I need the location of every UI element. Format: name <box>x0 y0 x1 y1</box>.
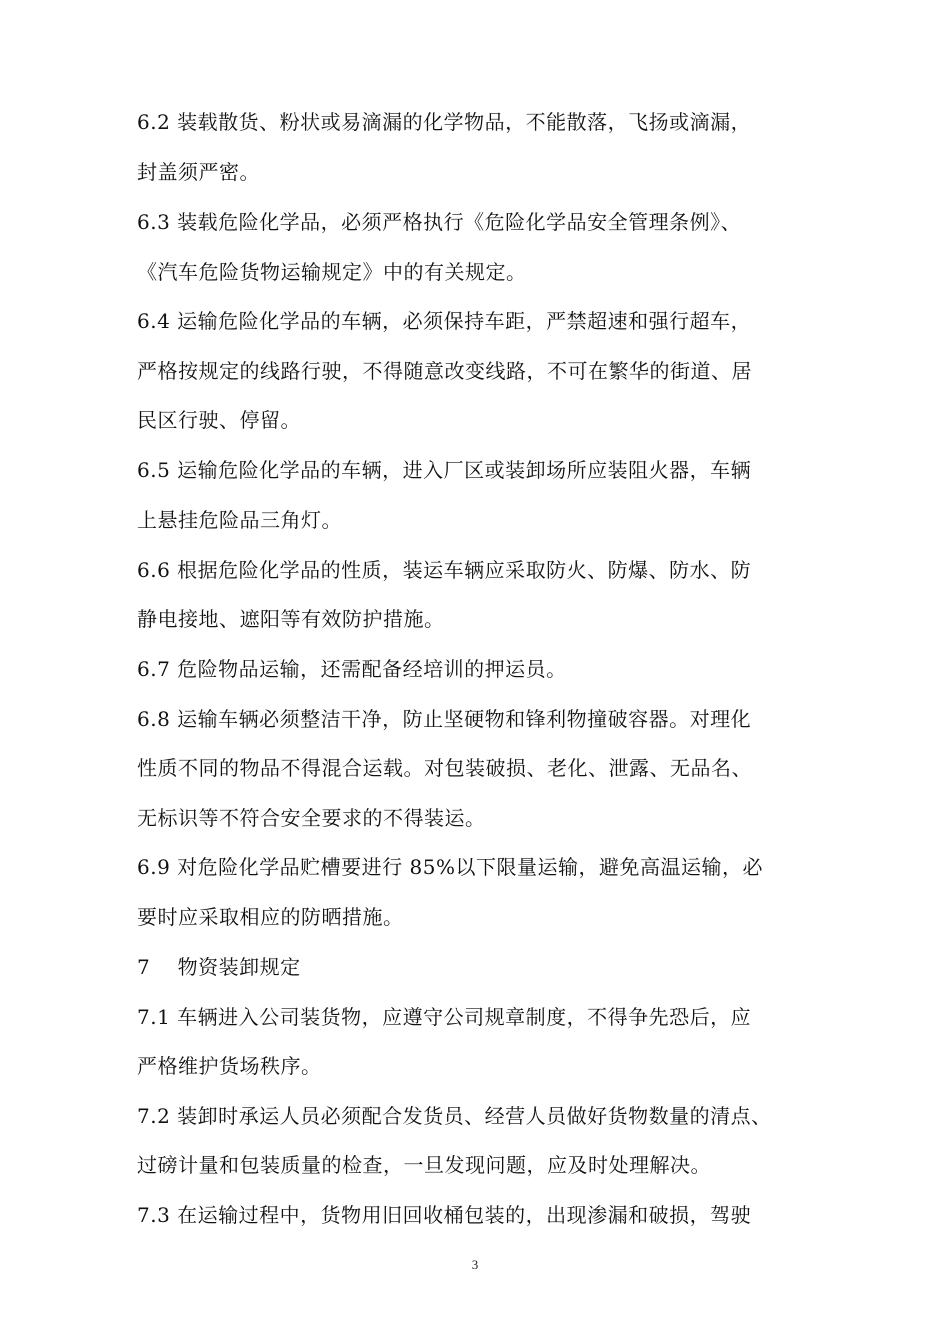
text-line: 6.4 运输危险化学品的车辆，必须保持车距，严禁超速和强行超车， <box>137 309 752 333</box>
text-line: 7.3 在运输过程中，货物用旧回收桶包装的，出现渗漏和破损，驾驶 <box>137 1203 752 1227</box>
text-line: 6.9 对危险化学品贮槽要进行 85%以下限量运输，避免高温运输，必 <box>137 855 763 879</box>
text-line: 7.1 车辆进入公司装货物，应遵守公司规章制度，不得争先恐后，应 <box>137 1005 752 1029</box>
text-line: 6.3 装载危险化学品，必须严格执行《危险化学品安全管理条例》、 <box>137 210 742 234</box>
text-line: 6.5 运输危险化学品的车辆，进入厂区或装卸场所应装阻火器，车辆 <box>137 458 752 482</box>
text-line: 无标识等不符合安全要求的不得装运。 <box>137 806 486 830</box>
text-line: 上悬挂危险品三角灯。 <box>137 508 342 532</box>
section-heading: 7 物资装卸规定 <box>137 955 301 979</box>
text-line: 性质不同的物品不得混合运载。对包装破损、老化、泄露、无品名、 <box>137 756 752 780</box>
text-line: 民区行驶、停留。 <box>137 408 301 432</box>
text-line: 6.6 根据危险化学品的性质，装运车辆应采取防火、防爆、防水、防 <box>137 558 752 582</box>
text-line: 严格按规定的线路行驶，不得随意改变线路，不可在繁华的街道、居 <box>137 359 752 383</box>
text-line: 6.2 装载散货、粉状或易滴漏的化学物品，不能散落，飞扬或滴漏， <box>137 110 752 134</box>
text-line: 《汽车危险货物运输规定》中的有关规定。 <box>137 260 527 284</box>
text-line: 封盖须严密。 <box>137 160 260 184</box>
text-line: 要时应采取相应的防晒措施。 <box>137 905 404 929</box>
text-line: 7.2 装卸时承运人员必须配合发货员、经营人员做好货物数量的清点、 <box>137 1104 772 1128</box>
text-line: 严格维护货场秩序。 <box>137 1054 322 1078</box>
page-number: 3 <box>471 1257 479 1272</box>
text-line: 静电接地、遮阳等有效防护措施。 <box>137 607 445 631</box>
text-line: 过磅计量和包装质量的检查，一旦发现问题，应及时处理解决。 <box>137 1153 711 1177</box>
text-line: 6.7 危险物品运输，还需配备经培训的押运员。 <box>137 657 567 681</box>
text-line: 6.8 运输车辆必须整洁干净，防止坚硬物和锋利物撞破容器。对理化 <box>137 707 752 731</box>
